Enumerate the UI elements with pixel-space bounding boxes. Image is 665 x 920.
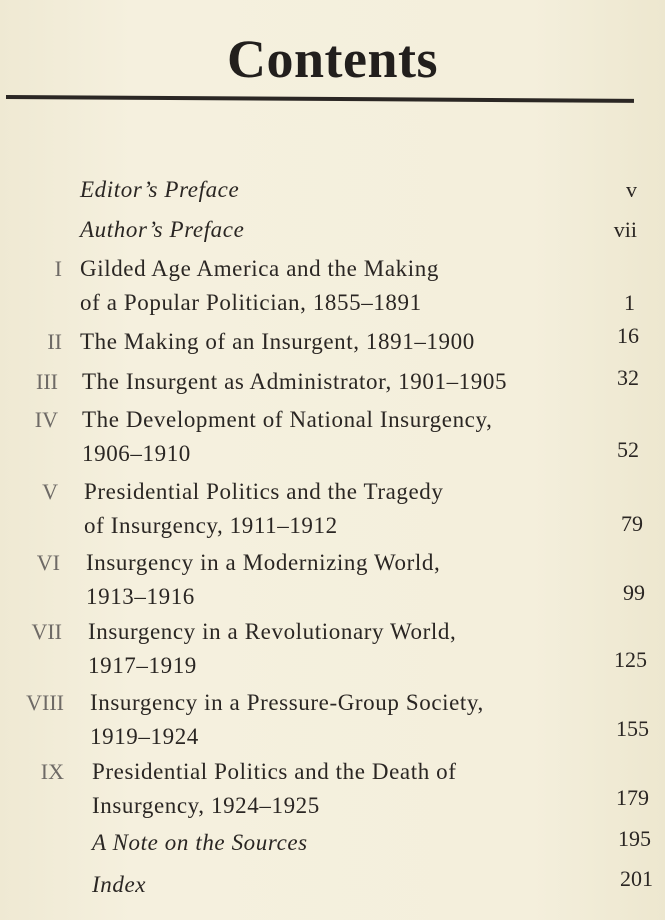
entry-title-line: of Insurgency, 1911–1912 [84, 513, 338, 538]
entry-title: Author’s Preface [80, 217, 245, 242]
entry-title-line: Insurgency in a Pressure-Group Society, [90, 690, 484, 715]
chapter-number: V [42, 479, 58, 504]
entry-title-line: Presidential Politics and the Tragedy [84, 479, 444, 504]
entry-title [82, 403, 492, 471]
title-rule [6, 95, 634, 103]
entry-page: v [626, 177, 637, 202]
entry-title [88, 615, 456, 683]
entry-title-line: Presidential Politics and the Death of [92, 759, 457, 784]
chapter-number: VI [36, 550, 60, 575]
entry-title-line: 1906–1910 [82, 441, 191, 466]
entry-page: 79 [621, 511, 643, 536]
entry-title-line: 1913–1916 [86, 584, 195, 609]
entry-page: 32 [617, 365, 639, 390]
chapter-number: VIII [26, 690, 64, 715]
entry-title: Editor’s Preface [80, 177, 240, 202]
entry-page: 1 [624, 290, 635, 315]
entry-page: 99 [623, 580, 645, 605]
entry-page: vii [613, 217, 637, 242]
entry-title: A Note on the Sources [92, 830, 308, 855]
entry-page: 195 [618, 826, 651, 851]
entry-title [86, 546, 440, 614]
chapter-number: IX [40, 759, 64, 784]
entry-title-line: The Development of National Insurgency, [82, 407, 493, 432]
chapter-number: III [36, 369, 58, 394]
entry-page: 16 [617, 323, 639, 348]
entry-page: 52 [617, 437, 639, 462]
entry-title-line: of a Popular Politician, 1855–1891 [80, 290, 422, 315]
page-title: Contents [226, 29, 438, 89]
entry-title [84, 475, 444, 543]
entry-page: 179 [616, 785, 649, 810]
entry-title-line: Insurgency in a Revolutionary World, [88, 619, 457, 644]
chapter-number: I [54, 256, 62, 281]
entry-title-line: 1917–1919 [88, 653, 197, 678]
entry-page: 125 [614, 647, 647, 672]
entry-title-line: Insurgency in a Modernizing World, [86, 550, 441, 575]
entry-title [90, 686, 484, 754]
entry-title: The Making of an Insurgent, 1891–1900 [80, 329, 475, 354]
entry-title [80, 252, 439, 320]
entry-title-line: 1919–1924 [90, 724, 199, 749]
entry-title: The Insurgent as Administrator, 1901–1905 [82, 369, 508, 394]
chapter-number: VII [31, 619, 62, 644]
entry-page: 155 [616, 716, 649, 741]
entry-title [92, 755, 457, 823]
chapter-number: IV [34, 407, 58, 432]
entry-title-line: Gilded Age America and the Making [80, 256, 439, 281]
entry-page: 201 [620, 866, 653, 891]
chapter-number: II [47, 329, 62, 354]
entry-title-line: Insurgency, 1924–1925 [92, 793, 320, 818]
entry-title: Index [92, 872, 147, 897]
